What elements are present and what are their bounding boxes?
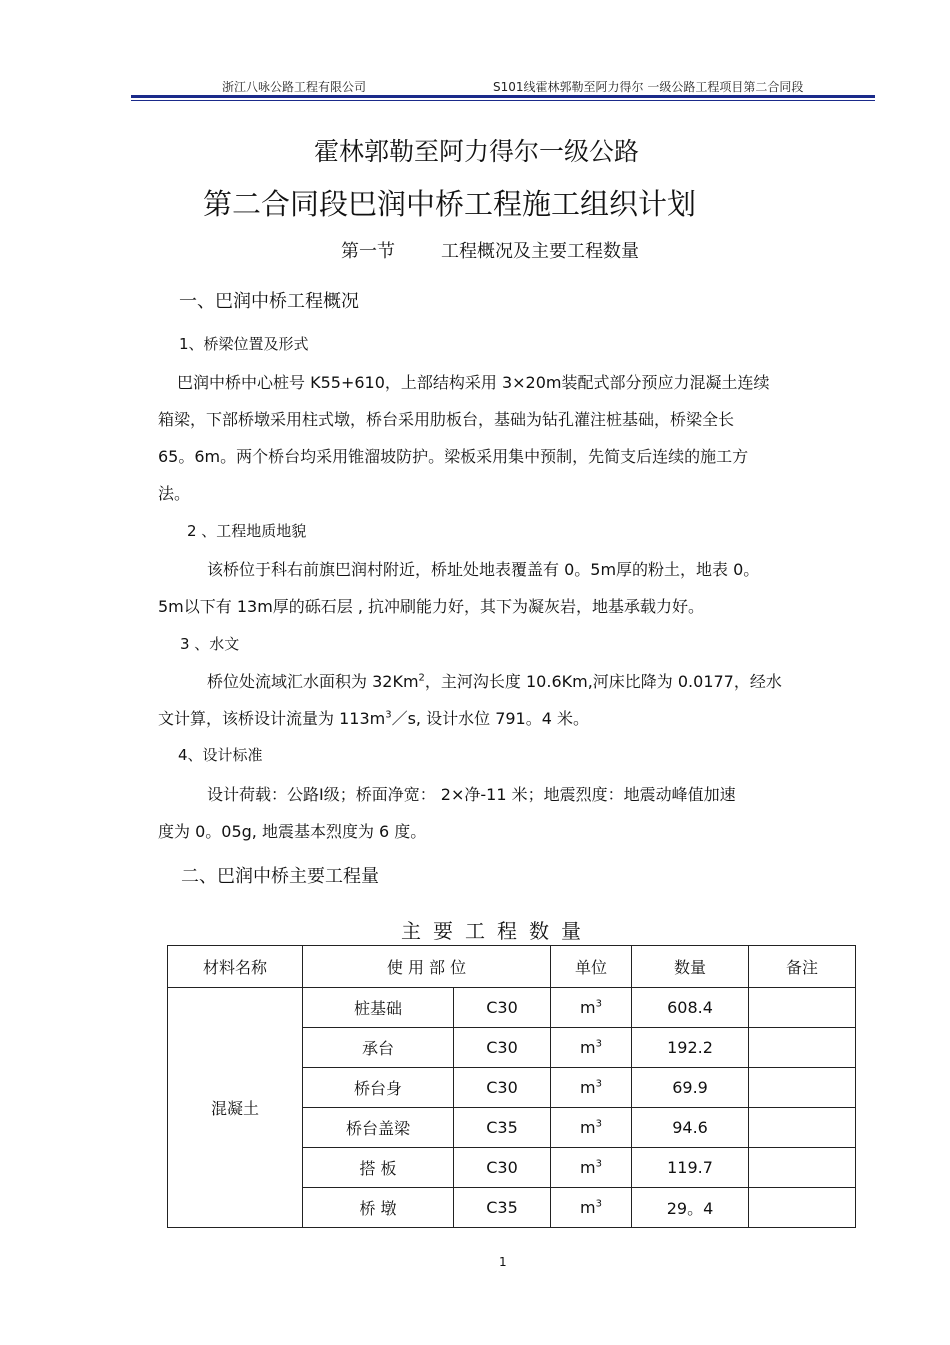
section-name: 工程概况及主要工程数量 <box>441 241 639 262</box>
material-cell: 混凝土 <box>168 988 303 1228</box>
part-cell: 承台 <box>303 1028 454 1068</box>
unit-cell <box>551 1028 632 1068</box>
note-cell <box>749 1108 856 1148</box>
s1-line-1: 巴润中桥中心桩号 K55+610，上部结构采用 3×20m装配式部分预应力混凝土连续 <box>177 373 770 392</box>
header-rule-thick <box>131 95 875 98</box>
s3-line-2 <box>158 706 589 729</box>
table-row <box>168 988 856 1028</box>
header-part: 使 用 部 位 <box>303 946 551 988</box>
note-cell <box>749 988 856 1028</box>
grade-cell: C35 <box>454 1108 551 1148</box>
part-cell: 桩基础 <box>303 988 454 1028</box>
s4-heading: 4、设计标准 <box>178 746 263 764</box>
header-company: 浙江八咏公路工程有限公司 <box>222 80 367 94</box>
unit-base: m <box>580 1078 596 1097</box>
unit-sup: 3 <box>595 1158 602 1170</box>
part-cell: 桥台盖梁 <box>303 1108 454 1148</box>
unit-base: m <box>580 1198 596 1217</box>
table-title: 主要工程数量 <box>401 919 593 943</box>
s4-line-1: 设计荷载：公路Ⅰ级；桥面净宽： 2×净-11 米；地震烈度：地震动峰值加速 <box>207 785 736 804</box>
unit-cell <box>551 1188 632 1228</box>
s3-line-1-sup: 2 <box>418 672 425 684</box>
part-cell: 桥 墩 <box>303 1188 454 1228</box>
grade-cell: C30 <box>454 1148 551 1188</box>
s1-line-2: 箱梁，下部桥墩采用柱式墩，桥台采用肋板台，基础为钻孔灌注桩基础，桥梁全长 <box>158 410 735 429</box>
s1-heading: 1、桥梁位置及形式 <box>179 335 309 353</box>
qty-cell: 69.9 <box>632 1068 749 1108</box>
part-cell: 搭 板 <box>303 1148 454 1188</box>
unit-base: m <box>580 1118 596 1137</box>
s2-heading: 2 、工程地质地貌 <box>187 522 307 540</box>
unit-base: m <box>580 1038 596 1057</box>
page-number: 1 <box>499 1255 507 1269</box>
note-cell <box>749 1068 856 1108</box>
note-cell <box>749 1188 856 1228</box>
s3-line-1 <box>207 669 782 692</box>
unit-sup: 3 <box>595 1078 602 1090</box>
s3-line-1-post: ，主河沟长度 10.6Km,河床比降为 0.0177，经水 <box>424 672 782 691</box>
qty-cell: 94.6 <box>632 1108 749 1148</box>
unit-base: m <box>580 998 596 1017</box>
quantity-table <box>167 945 856 1228</box>
s1-line-4: 法。 <box>158 484 191 503</box>
s3-line-1-pre: 桥位处流域汇水面积为 32Km <box>207 672 419 691</box>
qty-cell: 119.7 <box>632 1148 749 1188</box>
unit-base: m <box>580 1158 596 1177</box>
part2-heading: 二、巴润中桥主要工程量 <box>181 866 379 887</box>
grade-cell: C30 <box>454 1068 551 1108</box>
s3-line-2-pre: 文计算，该桥设计流量为 113m <box>158 709 386 728</box>
unit-sup: 3 <box>595 1118 602 1130</box>
grade-cell: C35 <box>454 1188 551 1228</box>
s3-line-2-post: ／s, 设计水位 791。4 米。 <box>391 709 589 728</box>
header-unit: 单位 <box>551 946 632 988</box>
header-rule-thin <box>131 100 875 101</box>
s2-line-1: 该桥位于科右前旗巴润村附近，桥址处地表覆盖有 0。5m厚的粉土，地表 0。 <box>207 560 760 579</box>
s3-heading: 3 、水文 <box>180 635 240 653</box>
unit-cell <box>551 1068 632 1108</box>
qty-cell: 192.2 <box>632 1028 749 1068</box>
table-header-row <box>168 946 856 988</box>
section-number: 第一节 <box>341 241 395 262</box>
unit-sup: 3 <box>595 1038 602 1050</box>
s4-line-2: 度为 0。05g, 地震基本烈度为 6 度。 <box>158 822 427 841</box>
qty-cell: 608.4 <box>632 988 749 1028</box>
unit-sup: 3 <box>595 998 602 1010</box>
part1-heading: 一、巴润中桥工程概况 <box>179 291 359 312</box>
part-cell: 桥台身 <box>303 1068 454 1108</box>
header-project: S101线霍林郭勒至阿力得尔 一级公路工程项目第二合同段 <box>493 80 804 94</box>
unit-cell <box>551 988 632 1028</box>
header-qty: 数量 <box>632 946 749 988</box>
title-line-2: 第二合同段巴润中桥工程施工组织计划 <box>203 187 697 221</box>
header-material: 材料名称 <box>168 946 303 988</box>
s3-line-2-sup: 3 <box>385 709 392 721</box>
note-cell <box>749 1148 856 1188</box>
unit-cell <box>551 1148 632 1188</box>
qty-cell: 29。4 <box>632 1188 749 1228</box>
unit-cell <box>551 1108 632 1148</box>
title-line-1: 霍林郭勒至阿力得尔一级公路 <box>314 137 640 166</box>
grade-cell: C30 <box>454 988 551 1028</box>
note-cell <box>749 1028 856 1068</box>
s2-line-2: 5m以下有 13m厚的砾石层 , 抗冲刷能力好，其下为凝灰岩，地基承载力好。 <box>158 597 705 616</box>
grade-cell: C30 <box>454 1028 551 1068</box>
unit-sup: 3 <box>595 1198 602 1210</box>
header-note: 备注 <box>749 946 856 988</box>
s1-line-3: 65。6m。两个桥台均采用锥溜坡防护。梁板采用集中预制，先简支后连续的施工方 <box>158 447 749 466</box>
